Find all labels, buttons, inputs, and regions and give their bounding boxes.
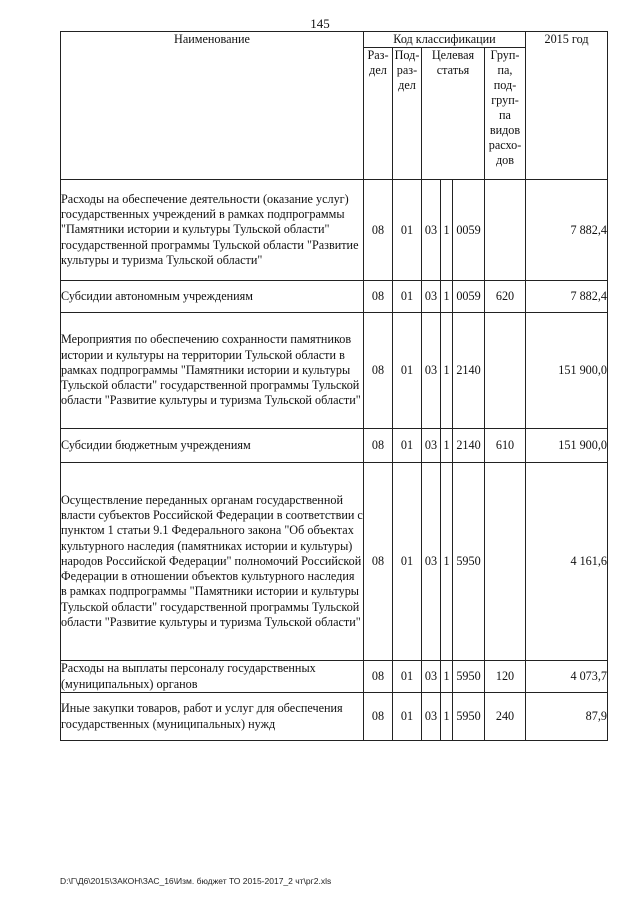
row-name: Субсидии автономным учреждениям (61, 281, 364, 313)
row-target-part1: 03 (422, 661, 441, 693)
row-subsection: 01 (393, 180, 422, 281)
row-expense-group: 240 (485, 693, 526, 741)
table-row (61, 463, 608, 661)
row-target-part1: 03 (422, 180, 441, 281)
row-expense-group (485, 180, 526, 281)
row-subsection: 01 (393, 313, 422, 429)
row-target-part2: 1 (441, 313, 453, 429)
row-name: Мероприятия по обеспечению сохранности памятников истории и культуры на территории Тульской области в рамках подпрограммы "Памятники истории и культуры Тульской области" государственной программы Тульской области "Развитие культуры и туризма Тульской области" (61, 313, 364, 429)
header-name: Наименование (61, 32, 364, 180)
page-number: 145 (310, 16, 330, 31)
header-target-article: Целевая статья (431, 48, 475, 77)
row-amount: 151 900,0 (526, 313, 608, 429)
table-row (61, 313, 608, 429)
row-section: 08 (364, 313, 393, 429)
row-target-part2: 1 (441, 693, 453, 741)
row-target-part2: 1 (441, 661, 453, 693)
row-target-part2: 1 (441, 429, 453, 463)
row-amount: 4 073,7 (526, 661, 608, 693)
table-row (61, 281, 608, 313)
row-expense-group: 120 (485, 661, 526, 693)
row-target-part3: 5950 (453, 463, 485, 661)
row-name: Субсидии бюджетным учреждениям (61, 429, 364, 463)
row-amount: 4 161,6 (526, 463, 608, 661)
row-section: 08 (364, 661, 393, 693)
row-subsection: 01 (393, 429, 422, 463)
row-target-part3: 5950 (453, 661, 485, 693)
row-target-part2: 1 (441, 463, 453, 661)
row-target-part2: 1 (441, 180, 453, 281)
row-name: Расходы на выплаты персоналу государственных (муниципальных) органов (61, 661, 364, 693)
row-target-part3: 0059 (453, 180, 485, 281)
header-expense-group: Груп- па, под- груп- па видов расхо- дов (488, 48, 522, 167)
row-amount: 7 882,4 (526, 180, 608, 281)
header-subsection: Под- раз- дел (394, 48, 420, 92)
row-section: 08 (364, 180, 393, 281)
row-expense-group: 620 (485, 281, 526, 313)
row-target-part3: 2140 (453, 429, 485, 463)
header-section: Раз- дел (367, 48, 389, 77)
header-year: 2015 год (526, 32, 608, 180)
header-classification-code: Код классификации (364, 32, 526, 48)
row-target-part1: 03 (422, 463, 441, 661)
row-subsection: 01 (393, 693, 422, 741)
table-row (61, 661, 608, 693)
row-expense-group (485, 313, 526, 429)
row-section: 08 (364, 693, 393, 741)
row-subsection: 01 (393, 463, 422, 661)
table-row (61, 180, 608, 281)
file-path-footer: D:\Г\Д6\2015\ЗАКОН\ЗАС_16\Изм. бюджет ТО 2015-2017_2 чт\рг2.xls (60, 876, 332, 886)
row-amount: 87,9 (526, 693, 608, 741)
row-target-part3: 2140 (453, 313, 485, 429)
table-row (61, 429, 608, 463)
row-amount: 7 882,4 (526, 281, 608, 313)
row-subsection: 01 (393, 281, 422, 313)
row-section: 08 (364, 429, 393, 463)
row-target-part2: 1 (441, 281, 453, 313)
row-target-part3: 0059 (453, 281, 485, 313)
row-name: Иные закупки товаров, работ и услуг для обеспечения государственных (муниципальных) нужд (61, 693, 364, 741)
row-target-part1: 03 (422, 693, 441, 741)
row-section: 08 (364, 281, 393, 313)
row-target-part1: 03 (422, 429, 441, 463)
row-amount: 151 900,0 (526, 429, 608, 463)
budget-table (60, 31, 608, 741)
table-row (61, 693, 608, 741)
row-section: 08 (364, 463, 393, 661)
row-name: Осуществление переданных органам государственной власти субъектов Российской Федерации в соответствии с пунктом 1 статьи 9.1 Федерального закона "Об объектах культурного наследия (памятниках истории и культуры) народов Российской Федерации" полномочий Российской Федерации в отношении объектов культурного наследия в рамках подпрограммы "Памятники истории и культуры Тульской области" государственной программы Тульской области "Развитие культуры и туризма Тульской области" (61, 463, 364, 661)
row-target-part1: 03 (422, 281, 441, 313)
row-subsection: 01 (393, 661, 422, 693)
row-expense-group: 610 (485, 429, 526, 463)
row-target-part1: 03 (422, 313, 441, 429)
row-name: Расходы на обеспечение деятельности (оказание услуг) государственных учреждений в рамках подпрограммы "Памятники истории и культуры Тульской области" государственной программы Тульской области "Развитие культуры и туризма Тульской области" (61, 180, 364, 281)
row-expense-group (485, 463, 526, 661)
row-target-part3: 5950 (453, 693, 485, 741)
